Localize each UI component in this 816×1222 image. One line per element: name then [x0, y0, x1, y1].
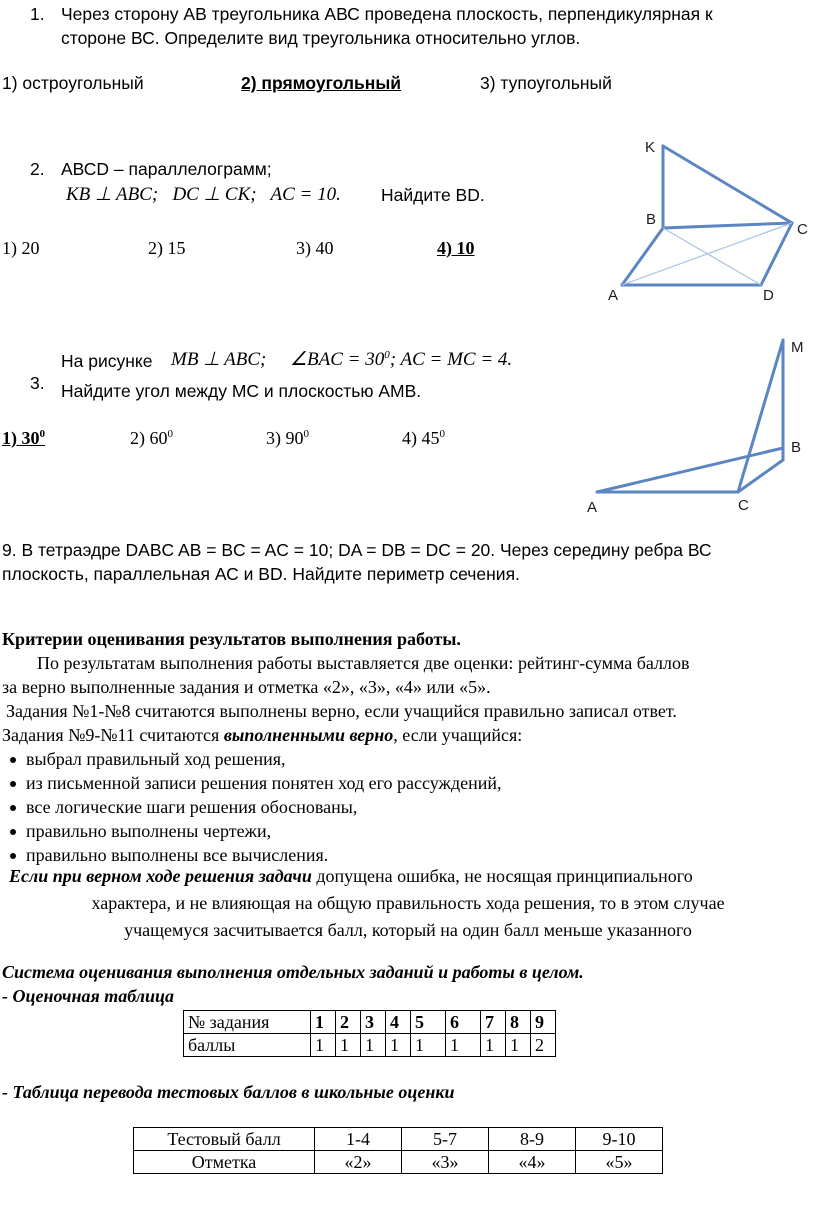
criteria-note-line2: характера, и не влияющая на общую правильность хода решения, то в этом случае [91, 893, 725, 913]
score-table-points-row [184, 1034, 556, 1057]
grade-cell: «5» [576, 1151, 663, 1174]
bullet-dot [10, 805, 16, 811]
diagonal-bd [663, 228, 761, 285]
task2-math: KB ⊥ ABC; DC ⊥ CK; AC = 10. [66, 184, 341, 205]
task2-line1: АВСD – параллелограмм; [61, 159, 272, 179]
criteria-p1-line1: По результатам выполнения работы выставляется две оценки: рейтинг-сумма баллов [37, 653, 690, 673]
bullet-dot [10, 853, 16, 859]
task3-math1: MB ⊥ ABC; [171, 349, 267, 370]
grade-cell: «4» [489, 1151, 576, 1174]
task2-option4-correct: 4) 10 [437, 238, 475, 258]
label-d: D [763, 287, 774, 304]
label-c: C [797, 221, 808, 238]
points-cell: 1 [506, 1034, 531, 1057]
bullet-dot [10, 829, 16, 835]
edge-mc [738, 340, 783, 492]
criteria-p2: Задания №1-№8 считаются выполнены верно, если учащийся правильно записал ответ. [6, 701, 677, 721]
points-cell: 1 [481, 1034, 506, 1057]
task1-option2-correct: 2) прямоугольный [241, 73, 402, 93]
score-table [183, 1010, 556, 1057]
task9-line2: плоскость, параллельная АС и BD. Найдите периметр сечения. [2, 564, 520, 584]
label-k: K [645, 139, 656, 156]
edge-kc [663, 146, 792, 223]
grade-cell: «3» [402, 1151, 489, 1174]
task3-option3: 3) $90^0$ [266, 428, 309, 448]
edge-ab [597, 448, 783, 492]
criteria-note-line1: Если при верном ходе решения задачи допущена ошибка, не носящая принципиального [9, 866, 693, 886]
task3-line2: Найдите угол между МС и плоскостью АМВ. [61, 381, 422, 401]
edge-ab [622, 228, 663, 285]
criteria-note-line3: учащемуся засчитывается балл, который на один балл меньше указанного [124, 920, 692, 940]
grade-cell: «2» [315, 1151, 402, 1174]
label-c: C [738, 497, 749, 514]
points-cell: 1 [411, 1034, 446, 1057]
task3-number: 3. [30, 373, 45, 393]
criteria-p3: Задания №9-№11 считаются выполненными верно, если учащийся: [2, 725, 523, 745]
task-number-cell: 6 [446, 1011, 481, 1034]
task-number-cell: 1 [311, 1011, 336, 1034]
task3-figure [580, 330, 816, 515]
score-table-header-row [184, 1011, 556, 1034]
bullet-item: из письменной записи решения понятен ход его рассуждений, [26, 773, 502, 793]
edge-bc [663, 223, 792, 228]
points-cell: 2 [531, 1034, 556, 1057]
grade-table-marks-row [134, 1151, 663, 1174]
task3-option4: 4) $45^0$ [402, 428, 445, 448]
bullet-dot [10, 757, 16, 763]
task-number-cell: 9 [531, 1011, 556, 1034]
task-number-cell: 2 [336, 1011, 361, 1034]
task2-find: Найдите ВD. [381, 185, 485, 205]
task-number-cell: 8 [506, 1011, 531, 1034]
score-range-cell: 1-4 [315, 1128, 402, 1151]
criteria-p1-line2: за верно выполненные задания и отметка «2», «3», «4» или «5». [2, 677, 491, 697]
label-b: B [791, 439, 802, 456]
task3-math2: ∠BAC = $30^0$; AC = MC = 4. [290, 349, 513, 370]
task2-option1: 1) 20 [2, 238, 40, 258]
task2-option3: 3) 40 [296, 238, 334, 258]
criteria-heading: Критерии оценивания результатов выполнения работы. [2, 629, 461, 649]
bullet-item: правильно выполнены чертежи, [26, 821, 272, 841]
label-a: A [587, 499, 598, 515]
score-range-cell: 8-9 [489, 1128, 576, 1151]
task3-option2: 2) $60^0$ [130, 428, 173, 448]
bullet-item: выбрал правильный ход решения, [26, 749, 286, 769]
grade-table-row-label: Отметка [134, 1151, 315, 1174]
task3-prefix: На рисунке [61, 351, 153, 371]
task3-option1-correct: 1) $30^0$ [2, 428, 45, 448]
task-number-cell: 4 [386, 1011, 411, 1034]
score-range-cell: 5-7 [402, 1128, 489, 1151]
grade-table-caption: - Таблица перевода тестовых баллов в школьные оценки [2, 1082, 455, 1102]
points-cell: 1 [311, 1034, 336, 1057]
bullet-dot [10, 781, 16, 787]
bullet-item: правильно выполнены все вычисления. [26, 845, 329, 865]
task2-option2: 2) 15 [148, 238, 186, 258]
points-cell: 1 [386, 1034, 411, 1057]
score-table-row-label: баллы [184, 1034, 311, 1057]
task1-option3: 3) тупоугольный [480, 73, 612, 93]
bullet-item: все логические шаги решения обоснованы, [26, 797, 358, 817]
points-cell: 1 [361, 1034, 386, 1057]
grade-table-row-label: Тестовый балл [134, 1128, 315, 1151]
task-number-cell: 7 [481, 1011, 506, 1034]
task2-number: 2. [30, 159, 45, 179]
grade-table [133, 1127, 663, 1174]
task-number-cell: 3 [361, 1011, 386, 1034]
label-m: M [791, 339, 804, 356]
score-table-caption: - Оценочная таблица [2, 986, 175, 1006]
task1-option1: 1) остроугольный [2, 73, 144, 93]
system-heading: Система оценивания выполнения отдельных заданий и работы в целом. [2, 962, 584, 982]
task1-number: 1. [30, 4, 45, 24]
task1-line1: Через сторону АВ треугольника АВС проведена плоскость, перпендикулярная к [61, 4, 713, 24]
label-a: A [608, 287, 619, 304]
grade-table-scores-row [134, 1128, 663, 1151]
points-cell: 1 [336, 1034, 361, 1057]
points-cell: 1 [446, 1034, 481, 1057]
task1-line2: стороне ВС. Определите вид треугольника относительно углов. [61, 28, 581, 48]
task-number-cell: 5 [411, 1011, 446, 1034]
score-range-cell: 9-10 [576, 1128, 663, 1151]
task2-figure [590, 130, 816, 310]
score-table-row-label: № задания [184, 1011, 311, 1034]
task9-line1: 9. В тетраэдре DABC AB = BC = AC = 10; DA = DB = DC = 20. Через середину ребра ВС [2, 540, 712, 560]
label-b: B [646, 211, 657, 228]
